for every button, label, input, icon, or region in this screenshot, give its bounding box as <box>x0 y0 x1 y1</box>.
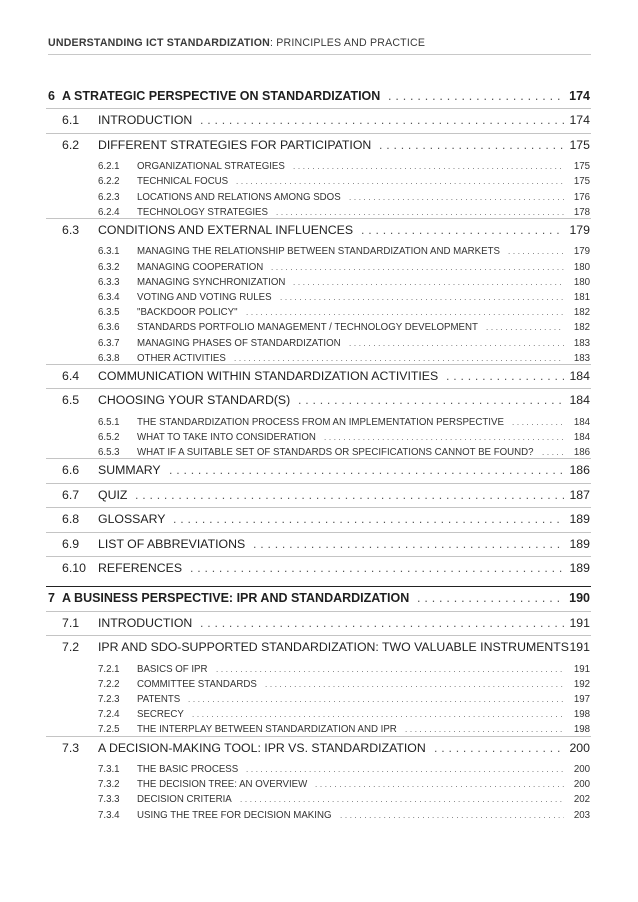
toc-entry-page: 182 <box>573 322 590 334</box>
toc-divider <box>46 611 591 612</box>
toc-entry-page: 184 <box>573 432 590 443</box>
toc-section-row <box>0 462 638 478</box>
toc-entry-number: 6.3.6 <box>98 322 120 334</box>
toc-entry-page: 179 <box>569 223 590 237</box>
toc-entry-title: LOCATIONS AND RELATIONS AMONG SDOS <box>137 191 341 203</box>
toc-entry-number: 7.2 <box>62 640 80 655</box>
toc-divider <box>46 736 591 737</box>
toc-entry-number: 7.2.3 <box>98 694 120 705</box>
toc-entry-number: 7.2.5 <box>98 724 120 736</box>
toc-section-row <box>0 137 638 153</box>
toc-entry-page: 182 <box>573 307 590 319</box>
toc-entry-title: "BACKDOOR POLICY" <box>137 307 238 319</box>
toc-entry-title: MANAGING COOPERATION <box>137 261 264 273</box>
toc-section-row <box>0 639 638 655</box>
toc-entry-title: A STRATEGIC PERSPECTIVE ON STANDARDIZATION <box>62 89 381 103</box>
toc-entry-number: 6 <box>48 89 55 103</box>
toc-leader-dots <box>434 740 564 756</box>
toc-subsection-row <box>0 320 638 336</box>
toc-entry-number: 7.3.3 <box>98 794 120 806</box>
toc-divider <box>46 532 591 533</box>
toc-leader-dots <box>188 692 564 708</box>
toc-entry-page: 183 <box>573 352 590 364</box>
toc-entry-title: REFERENCES <box>98 561 183 575</box>
toc-leader-dots <box>246 762 564 778</box>
toc-entry-number: 6.2.3 <box>98 191 120 203</box>
toc-entry-title: TECHNOLOGY STRATEGIES <box>137 206 268 218</box>
toc-entry-title: INTRODUCTION <box>98 113 193 128</box>
toc-entry-page: 176 <box>573 191 590 203</box>
toc-subsection-row <box>0 305 638 321</box>
toc-entry-title: ORGANIZATIONAL STRATEGIES <box>137 161 285 173</box>
toc-entry-page: 191 <box>569 615 590 630</box>
toc-leader-dots <box>340 808 564 824</box>
toc-entry-number: 6.2.4 <box>98 206 120 218</box>
toc-entry-title: COMMITTEE STANDARDS <box>137 678 257 690</box>
toc-entry-page: 175 <box>569 137 590 152</box>
toc-leader-dots <box>388 88 564 104</box>
toc-entry-number: 6.2.1 <box>98 161 120 173</box>
toc-entry-page: 174 <box>569 113 590 128</box>
toc-entry-page: 189 <box>569 536 590 551</box>
toc-entry-page: 189 <box>569 561 590 575</box>
toc-entry-title: LIST OF ABBREVIATIONS <box>98 536 246 551</box>
toc-section-row <box>0 487 638 503</box>
toc-entry-number: 7 <box>48 591 55 606</box>
toc-entry-page: 200 <box>573 764 590 775</box>
toc-leader-dots <box>246 305 564 321</box>
toc-section-row <box>0 222 638 238</box>
toc-divider <box>46 507 591 508</box>
toc-entry-number: 6.2 <box>62 137 80 152</box>
toc-entry-page: 184 <box>573 416 590 428</box>
toc-section-row <box>0 511 638 527</box>
toc-leader-dots <box>173 511 564 527</box>
toc-divider <box>46 388 591 389</box>
toc-section-row <box>0 615 638 631</box>
toc-entry-number: 6.6 <box>62 463 80 478</box>
toc-entry-number: 7.3 <box>62 740 80 755</box>
toc-leader-dots <box>265 677 564 693</box>
toc-leader-dots <box>379 137 564 153</box>
toc-entry-title: SUMMARY <box>98 463 161 478</box>
toc-divider <box>46 556 591 557</box>
header-title-rest: : PRINCIPLES AND PRACTICE <box>270 37 426 49</box>
toc-entry-title: WHAT TO TAKE INTO CONSIDERATION <box>137 432 316 443</box>
toc-entry-title: PATENTS <box>137 694 181 705</box>
toc-section-row <box>0 392 638 408</box>
toc-leader-dots <box>200 615 564 631</box>
toc-entry-title: MANAGING PHASES OF STANDARDIZATION <box>137 337 341 349</box>
toc-chapter-row <box>0 590 638 606</box>
toc-section-row <box>0 560 638 576</box>
toc-leader-dots <box>192 707 564 723</box>
toc-divider <box>46 635 591 636</box>
toc-leader-dots <box>280 290 564 306</box>
toc-subsection-row <box>0 792 638 808</box>
toc-entry-number: 6.3.4 <box>98 292 120 303</box>
toc-entry-number: 7.3.1 <box>98 764 120 775</box>
toc-subsection-row <box>0 159 638 175</box>
toc-entry-title: IPR AND SDO-SUPPORTED STANDARDIZATION: TWO VALUABLE INSTRUMENTS <box>98 640 569 655</box>
toc-divider <box>46 218 591 219</box>
toc-entry-number: 6.3.2 <box>98 261 120 273</box>
toc-entry-page: 180 <box>573 276 590 288</box>
toc-entry-page: 186 <box>573 447 590 459</box>
toc-entry-page: 174 <box>569 89 590 103</box>
toc-leader-dots <box>135 487 564 503</box>
toc-entry-title: GLOSSARY <box>98 512 166 527</box>
toc-entry-title: MANAGING SYNCHRONIZATION <box>137 276 286 288</box>
toc-subsection-row <box>0 692 638 708</box>
toc-subsection-row <box>0 777 638 793</box>
toc-entry-title: SECRECY <box>137 709 184 721</box>
toc-entry-page: 192 <box>573 678 590 690</box>
toc-entry-title: CONDITIONS AND EXTERNAL INFLUENCES <box>98 223 354 237</box>
toc-entry-title: A DECISION-MAKING TOOL: IPR VS. STANDARDIZATION <box>98 740 426 755</box>
toc-section-row <box>0 536 638 552</box>
toc-entry-page: 198 <box>573 724 590 736</box>
toc-entry-title: QUIZ <box>98 487 128 502</box>
toc-leader-dots <box>315 777 564 793</box>
toc-entry-page: 203 <box>573 809 590 821</box>
toc-section-row <box>0 112 638 128</box>
toc-divider <box>46 108 591 109</box>
toc-entry-number: 6.9 <box>62 536 80 551</box>
toc-subsection-row <box>0 677 638 693</box>
toc-entry-title: A BUSINESS PERSPECTIVE: IPR AND STANDARDIZATION <box>62 591 410 606</box>
toc-subsection-row <box>0 762 638 778</box>
toc-entry-page: 178 <box>573 206 590 218</box>
toc-leader-dots <box>169 462 564 478</box>
toc-subsection-row <box>0 275 638 291</box>
toc-subsection-row <box>0 260 638 276</box>
toc-section-row <box>0 740 638 756</box>
toc-entry-number: 6.3.8 <box>98 352 120 364</box>
toc-entry-title: VOTING AND VOTING RULES <box>137 292 272 303</box>
toc-entry-page: 202 <box>573 794 590 806</box>
toc-leader-dots <box>293 275 564 291</box>
toc-entry-number: 6.7 <box>62 487 80 502</box>
toc-divider <box>46 133 591 134</box>
toc-entry-page: 189 <box>569 512 590 527</box>
toc-entry-number: 7.1 <box>62 615 80 630</box>
toc-section-row <box>0 368 638 384</box>
toc-entry-page: 186 <box>569 463 590 478</box>
toc-entry-number: 6.5.3 <box>98 447 120 459</box>
toc-entry-page: 179 <box>573 246 590 258</box>
toc-entry-number: 6.4 <box>62 369 80 383</box>
toc-entry-number: 6.5.2 <box>98 432 120 443</box>
toc-leader-dots <box>349 336 564 352</box>
toc-leader-dots <box>324 430 564 446</box>
toc-entry-page: 175 <box>573 161 590 173</box>
toc-subsection-row <box>0 430 638 446</box>
toc-leader-dots <box>240 792 564 808</box>
toc-entry-number: 6.3.5 <box>98 307 120 319</box>
header-rule <box>48 54 591 55</box>
toc-entry-page: 184 <box>569 369 590 383</box>
toc-entry-title: CHOOSING YOUR STANDARD(S) <box>98 393 291 408</box>
toc-subsection-row <box>0 336 638 352</box>
toc-entry-number: 6.3.3 <box>98 276 120 288</box>
toc-leader-dots <box>446 368 564 384</box>
toc-leader-dots <box>417 590 564 606</box>
toc-entry-page: 181 <box>573 292 590 303</box>
toc-leader-dots <box>236 174 564 190</box>
toc-entry-title: THE DECISION TREE: AN OVERVIEW <box>137 779 308 791</box>
toc-entry-number: 6.5.1 <box>98 416 120 428</box>
toc-entry-number: 6.3.1 <box>98 246 120 258</box>
toc-leader-dots <box>216 662 564 678</box>
toc-entry-title: MANAGING THE RELATIONSHIP BETWEEN STANDARDIZATION AND MARKETS <box>137 246 500 258</box>
toc-subsection-row <box>0 808 638 824</box>
toc-entry-number: 6.1 <box>62 113 80 128</box>
toc-entry-page: 180 <box>573 261 590 273</box>
toc-entry-number: 6.3 <box>62 223 80 237</box>
toc-entry-title: THE STANDARDIZATION PROCESS FROM AN IMPLEMENTATION PERSPECTIVE <box>137 416 504 428</box>
toc-entry-page: 183 <box>573 337 590 349</box>
toc-entry-number: 6.3.7 <box>98 337 120 349</box>
toc-subsection-row <box>0 244 638 260</box>
toc-entry-number: 6.5 <box>62 393 80 408</box>
toc-entry-title: THE INTERPLAY BETWEEN STANDARDIZATION AND IPR <box>137 724 397 736</box>
toc-entry-page: 198 <box>573 709 590 721</box>
toc-entry-page: 175 <box>573 176 590 188</box>
toc-entry-page: 190 <box>569 591 590 606</box>
toc-leader-dots <box>200 112 564 128</box>
toc-entry-title: OTHER ACTIVITIES <box>137 352 226 364</box>
toc-entry-page: 184 <box>569 393 590 408</box>
toc-entry-page: 187 <box>569 487 590 502</box>
toc-entry-number: 6.2.2 <box>98 176 120 188</box>
toc-chapter-row <box>0 88 638 104</box>
toc-entry-number: 7.2.2 <box>98 678 120 690</box>
toc-entry-number: 7.3.2 <box>98 779 120 791</box>
toc-entry-number: 6.10 <box>62 561 86 575</box>
toc-entry-title: STANDARDS PORTFOLIO MANAGEMENT / TECHNOLOGY DEVELOPMENT <box>137 322 478 334</box>
toc-leader-dots <box>271 260 564 276</box>
toc-subsection-row <box>0 190 638 206</box>
toc-entry-title: USING THE TREE FOR DECISION MAKING <box>137 809 332 821</box>
toc-subsection-row <box>0 290 638 306</box>
toc-entry-title: WHAT IF A SUITABLE SET OF STANDARDS OR SPECIFICATIONS CANNOT BE FOUND? <box>137 447 534 459</box>
toc-divider <box>46 458 591 459</box>
running-header <box>48 37 590 49</box>
toc-subsection-row <box>0 662 638 678</box>
toc-entry-title: COMMUNICATION WITHIN STANDARDIZATION ACTIVITIES <box>98 369 439 383</box>
toc-entry-page: 191 <box>573 663 590 675</box>
toc-subsection-row <box>0 707 638 723</box>
toc-subsection-row <box>0 415 638 431</box>
toc-entry-title: DIFFERENT STRATEGIES FOR PARTICIPATION <box>98 137 372 152</box>
toc-entry-number: 7.3.4 <box>98 809 120 821</box>
toc-divider <box>46 364 591 365</box>
toc-entry-title: TECHNICAL FOCUS <box>137 176 229 188</box>
toc-leader-dots <box>361 222 564 238</box>
toc-subsection-row <box>0 174 638 190</box>
toc-leader-dots <box>293 159 564 175</box>
toc-entry-page: 200 <box>573 779 590 791</box>
toc-divider <box>46 586 591 587</box>
toc-entry-title: INTRODUCTION <box>98 615 193 630</box>
toc-entry-title: THE BASIC PROCESS <box>137 764 239 775</box>
toc-entry-title: BASICS OF IPR <box>137 663 208 675</box>
header-title-bold: UNDERSTANDING ICT STANDARDIZATION <box>48 37 270 49</box>
toc-entry-title: DECISION CRITERIA <box>137 794 232 806</box>
toc-leader-dots <box>253 536 564 552</box>
toc-leader-dots <box>298 392 564 408</box>
toc-entry-number: 7.2.4 <box>98 709 120 721</box>
toc-entry-number: 6.8 <box>62 512 80 527</box>
toc-entry-page: 191 <box>569 640 590 655</box>
toc-entry-page: 197 <box>573 694 590 705</box>
toc-leader-dots <box>349 190 564 206</box>
toc-divider <box>46 483 591 484</box>
toc-entry-page: 200 <box>569 740 590 755</box>
toc-leader-dots <box>190 560 564 576</box>
toc-entry-number: 7.2.1 <box>98 663 120 675</box>
